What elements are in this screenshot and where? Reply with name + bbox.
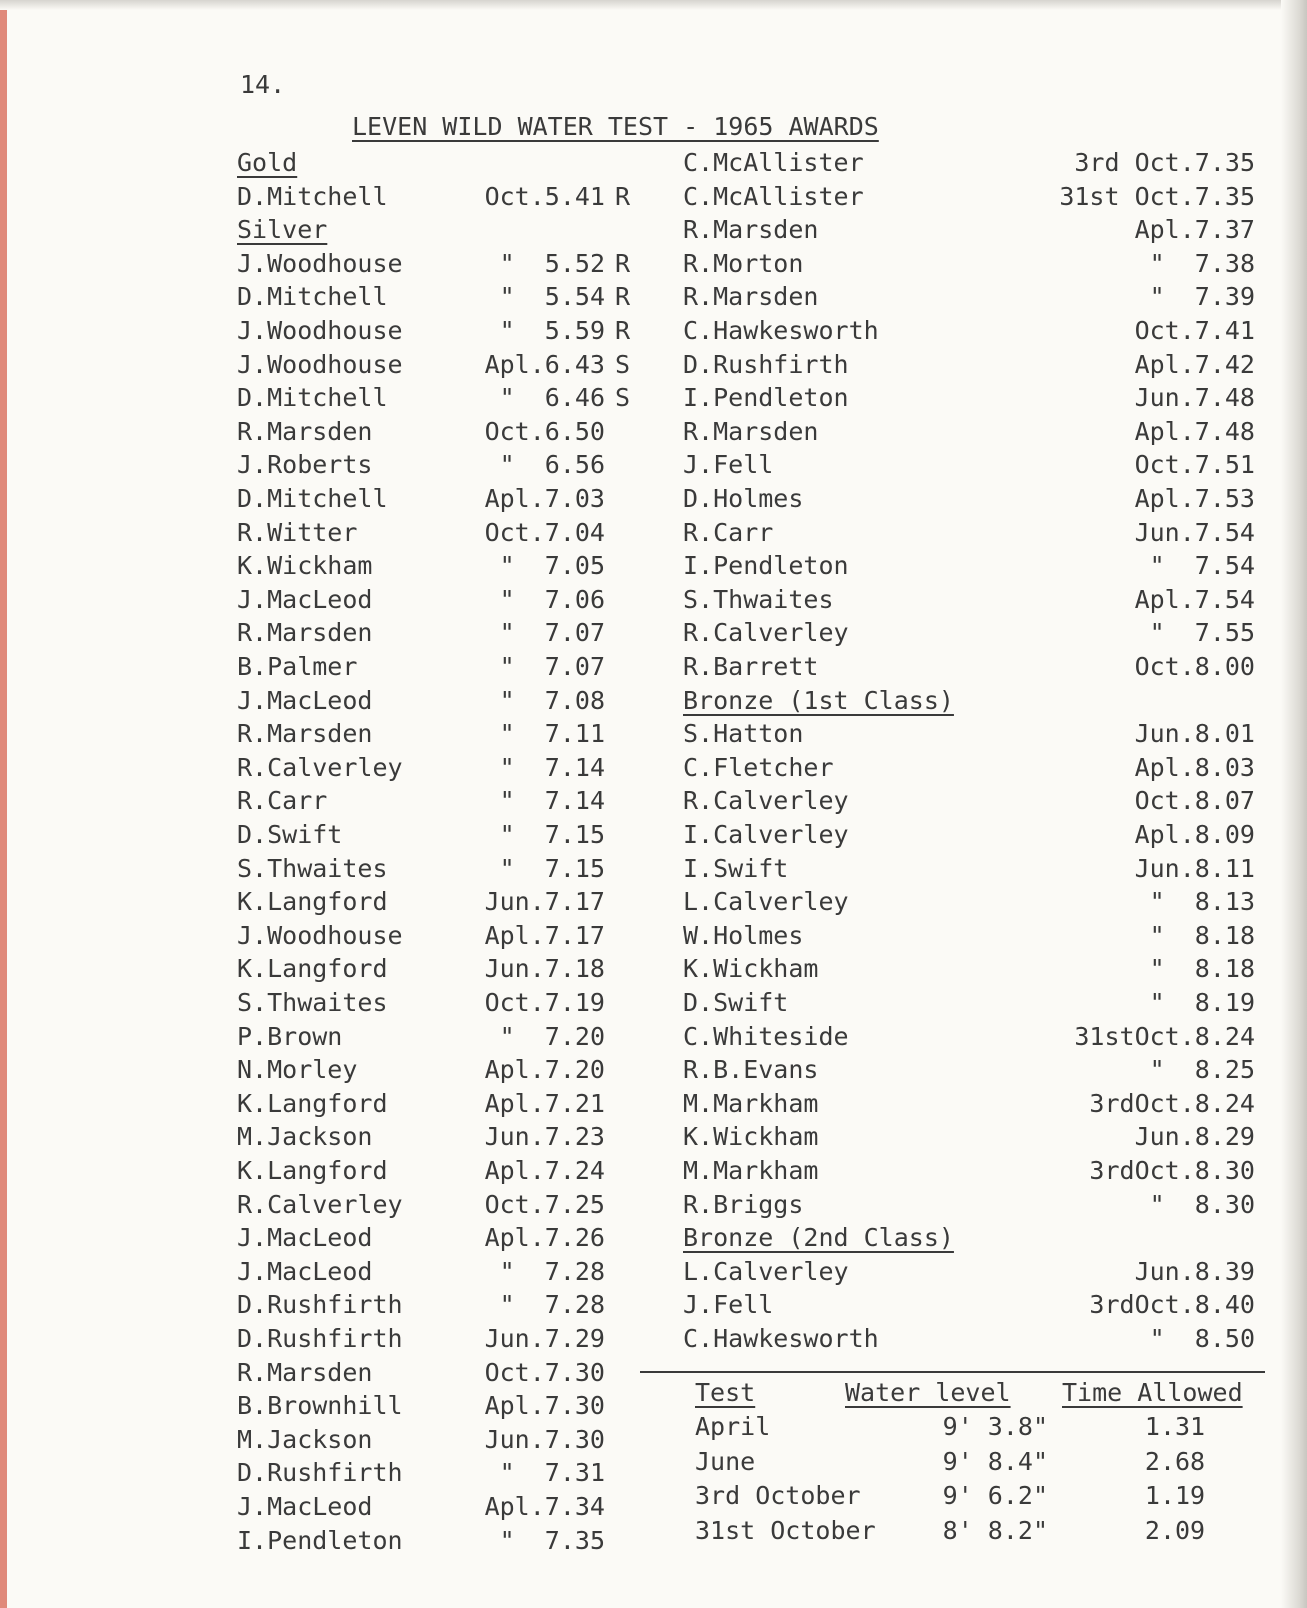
award-name: K.Wickham [683,954,819,984]
award-name: I.Pendleton [683,383,849,413]
award-date: Jun.7.30 [484,1424,605,1454]
table-header-time-allowed: Time Allowed [1062,1378,1243,1407]
award-name: M.Markham [683,1156,819,1185]
table-cell-water-level: 9' 3.8" [942,1412,1048,1441]
award-name: L.Calverley [683,887,849,917]
award-name: D.Swift [683,988,789,1017]
award-name: R.Barrett [683,652,819,681]
award-name: I.Calverley [683,820,849,849]
award-date: " 7.07 [499,618,605,648]
award-name: S.Thwaites [683,584,834,614]
award-date: Jun.7.18 [484,954,605,984]
award-name: D.Rushfirth [237,1290,403,1320]
award-name: I.Pendleton [683,551,849,581]
award-date: 31st Oct.7.35 [1059,181,1255,211]
award-name: R.B.Evans [683,1055,819,1085]
award-name: J.Woodhouse [237,248,403,278]
award-name: R.Marsden [683,416,819,446]
award-mark: R [615,282,631,312]
award-name: C.Whiteside [683,1021,849,1051]
award-name: R.Calverley [237,1189,403,1219]
award-name: R.Marsden [237,1357,373,1387]
award-date: Apl.7.20 [484,1055,605,1085]
award-date: " 7.39 [1149,282,1255,312]
award-name: D.Mitchell [237,282,388,312]
award-date: Jun.7.54 [1134,517,1255,547]
award-name: K.Wickham [237,551,373,581]
award-name: K.Langford [237,1156,388,1185]
award-date: 31stOct.8.24 [1074,1021,1255,1051]
award-name: W.Holmes [683,920,804,950]
award-date: 3rdOct.8.24 [1089,1088,1255,1118]
award-name: P.Brown [237,1021,343,1051]
award-date: " 7.06 [499,584,605,614]
award-name: M.Markham [683,1088,819,1118]
page-title: LEVEN WILD WATER TEST - 1965 AWARDS [352,112,879,141]
award-date: Oct.7.04 [484,517,605,547]
award-date: " 7.05 [499,551,605,581]
award-name: B.Palmer [237,652,358,681]
award-date: Jun.7.29 [484,1324,605,1353]
award-date: Oct.8.07 [1134,786,1255,816]
award-name: L.Calverley [683,1256,849,1286]
award-date: " 7.07 [499,652,605,681]
award-name: K.Langford [237,1088,388,1118]
table-cell-time-allowed: 1.31 [1144,1412,1206,1441]
award-name: B.Brownhill [237,1391,403,1421]
award-date: Apl.7.53 [1134,484,1255,513]
award-date: Jun.7.17 [484,887,605,917]
section-heading: Gold [237,148,298,177]
award-date: Oct.5.41 [484,181,605,211]
award-name: J.Woodhouse [237,316,403,345]
award-name: C.McAllister [683,181,864,211]
award-name: R.Marsden [237,416,373,446]
award-date: 3rdOct.8.40 [1089,1290,1255,1320]
page-number: 14. [240,70,286,99]
award-date: Jun.8.39 [1134,1256,1255,1286]
award-name: J.Roberts [237,450,373,480]
award-name: I.Pendleton [237,1525,403,1555]
award-date: " 7.14 [499,786,605,816]
award-date: " 6.56 [499,450,605,480]
award-name: S.Thwaites [237,853,388,883]
award-date: " 8.18 [1149,920,1255,950]
section-heading: Bronze (2nd Class) [683,1223,954,1253]
award-date: Oct.6.50 [484,416,605,446]
award-date: Jun.8.29 [1134,1122,1255,1152]
award-name: C.McAllister [683,148,864,177]
award-date: Apl.7.26 [484,1223,605,1253]
award-name: J.MacLeod [237,1223,373,1253]
award-name: C.Hawkesworth [683,316,879,345]
award-mark: S [615,349,631,379]
award-date: Apl.7.48 [1134,416,1255,446]
award-name: R.Marsden [237,719,373,749]
award-date: " 7.15 [499,853,605,883]
table-header-water-level: Water level [845,1378,1011,1407]
award-date: 3rdOct.8.30 [1089,1156,1255,1185]
table-header-test: Test [695,1378,756,1407]
award-date: " 6.46 [499,383,605,413]
award-name: R.Marsden [237,618,373,648]
award-name: D.Swift [237,820,343,849]
award-date: " 5.59 [499,316,605,345]
award-date: Apl.7.34 [484,1492,605,1521]
award-name: D.Rushfirth [683,349,849,379]
award-date: Apl.8.09 [1134,820,1255,849]
award-name: R.Witter [237,517,358,547]
award-date: " 7.08 [499,685,605,715]
section-heading: Bronze (1st Class) [683,685,954,715]
award-name: C.Hawkesworth [683,1324,879,1353]
table-cell-time-allowed: 1.19 [1144,1481,1206,1510]
award-name: K.Wickham [683,1122,819,1152]
award-date: " 7.28 [499,1290,605,1320]
award-name: J.Fell [683,1290,774,1320]
award-date: " 7.14 [499,752,605,782]
award-name: R.Carr [237,786,328,816]
table-cell-water-level: 8' 8.2" [942,1515,1048,1545]
award-date: " 7.55 [1149,618,1255,648]
table-cell-test: 31st October [695,1515,876,1545]
award-name: R.Briggs [683,1189,804,1219]
award-date: " 8.13 [1149,887,1255,917]
page-edge-right [1281,0,1307,1608]
award-name: R.Calverley [683,786,849,816]
award-name: D.Rushfirth [237,1324,403,1353]
page-edge-top [0,0,1307,10]
award-date: " 7.35 [499,1525,605,1555]
award-date: Apl.7.24 [484,1156,605,1185]
section-heading: Silver [237,215,328,245]
table-cell-water-level: 9' 6.2" [942,1481,1048,1510]
award-date: " 7.28 [499,1256,605,1286]
table-cell-time-allowed: 2.09 [1144,1515,1206,1545]
award-name: N.Morley [237,1055,358,1085]
award-date: Oct.7.30 [484,1357,605,1387]
award-date: Jun.7.48 [1134,383,1255,413]
award-date: Oct.7.25 [484,1189,605,1219]
award-date: " 7.54 [1149,551,1255,581]
award-date: Oct.7.41 [1134,316,1255,345]
award-date: Oct.8.00 [1134,652,1255,681]
award-name: R.Calverley [237,752,403,782]
page-edge-left [0,0,7,1608]
award-name: J.MacLeod [237,1492,373,1521]
award-name: R.Marsden [683,282,819,312]
award-date: Apl.7.37 [1134,215,1255,245]
award-mark: R [615,316,631,345]
award-name: J.MacLeod [237,685,373,715]
table-cell-test: June [695,1446,756,1476]
table-cell-test: 3rd October [695,1481,861,1510]
award-name: D.Mitchell [237,383,388,413]
award-name: R.Calverley [683,618,849,648]
award-date: Apl.7.30 [484,1391,605,1421]
award-date: Jun.8.01 [1134,719,1255,749]
award-date: " 8.19 [1149,988,1255,1017]
award-date: " 5.52 [499,248,605,278]
award-name: J.MacLeod [237,584,373,614]
award-date: " 8.50 [1149,1324,1255,1353]
award-date: Apl.7.54 [1134,584,1255,614]
award-date: Jun.7.23 [484,1122,605,1152]
award-date: Jun.8.11 [1134,853,1255,883]
award-date: Apl.7.17 [484,920,605,950]
award-name: C.Fletcher [683,752,834,782]
award-date: Apl.7.03 [484,484,605,513]
award-date: " 7.15 [499,820,605,849]
award-name: D.Mitchell [237,484,388,513]
award-date: " 8.30 [1149,1189,1255,1219]
award-date: Apl.7.42 [1134,349,1255,379]
table-cell-time-allowed: 2.68 [1144,1446,1206,1476]
award-date: " 5.54 [499,282,605,312]
award-name: R.Marsden [683,215,819,245]
award-name: D.Mitchell [237,181,388,211]
award-date: " 7.20 [499,1021,605,1051]
award-date: " 8.18 [1149,954,1255,984]
award-date: Apl.6.43 [484,349,605,379]
award-name: J.Fell [683,450,774,480]
award-mark: R [615,181,631,211]
award-name: J.MacLeod [237,1256,373,1286]
award-name: D.Holmes [683,484,804,513]
award-mark: R [615,248,631,278]
award-name: K.Langford [237,954,388,984]
award-name: K.Langford [237,887,388,917]
award-name: M.Jackson [237,1424,373,1454]
award-date: Apl.8.03 [1134,752,1255,782]
award-name: I.Swift [683,853,789,883]
award-date: Apl.7.21 [484,1088,605,1118]
award-name: J.Woodhouse [237,349,403,379]
table-top-rule [640,1371,1265,1373]
award-name: D.Rushfirth [237,1458,403,1488]
award-name: R.Carr [683,517,774,547]
award-name: M.Jackson [237,1122,373,1152]
award-date: " 7.11 [499,719,605,749]
award-mark: S [615,383,631,413]
award-date: Oct.7.19 [484,988,605,1017]
award-name: S.Hatton [683,719,804,749]
table-cell-water-level: 9' 8.4" [942,1446,1048,1476]
award-name: S.Thwaites [237,988,388,1017]
award-date: " 8.25 [1149,1055,1255,1085]
award-date: " 7.38 [1149,248,1255,278]
table-cell-test: April [695,1412,771,1441]
award-name: R.Morton [683,248,804,278]
award-date: " 7.31 [499,1458,605,1488]
award-name: J.Woodhouse [237,920,403,950]
award-date: 3rd Oct.7.35 [1074,148,1255,177]
award-date: Oct.7.51 [1134,450,1255,480]
